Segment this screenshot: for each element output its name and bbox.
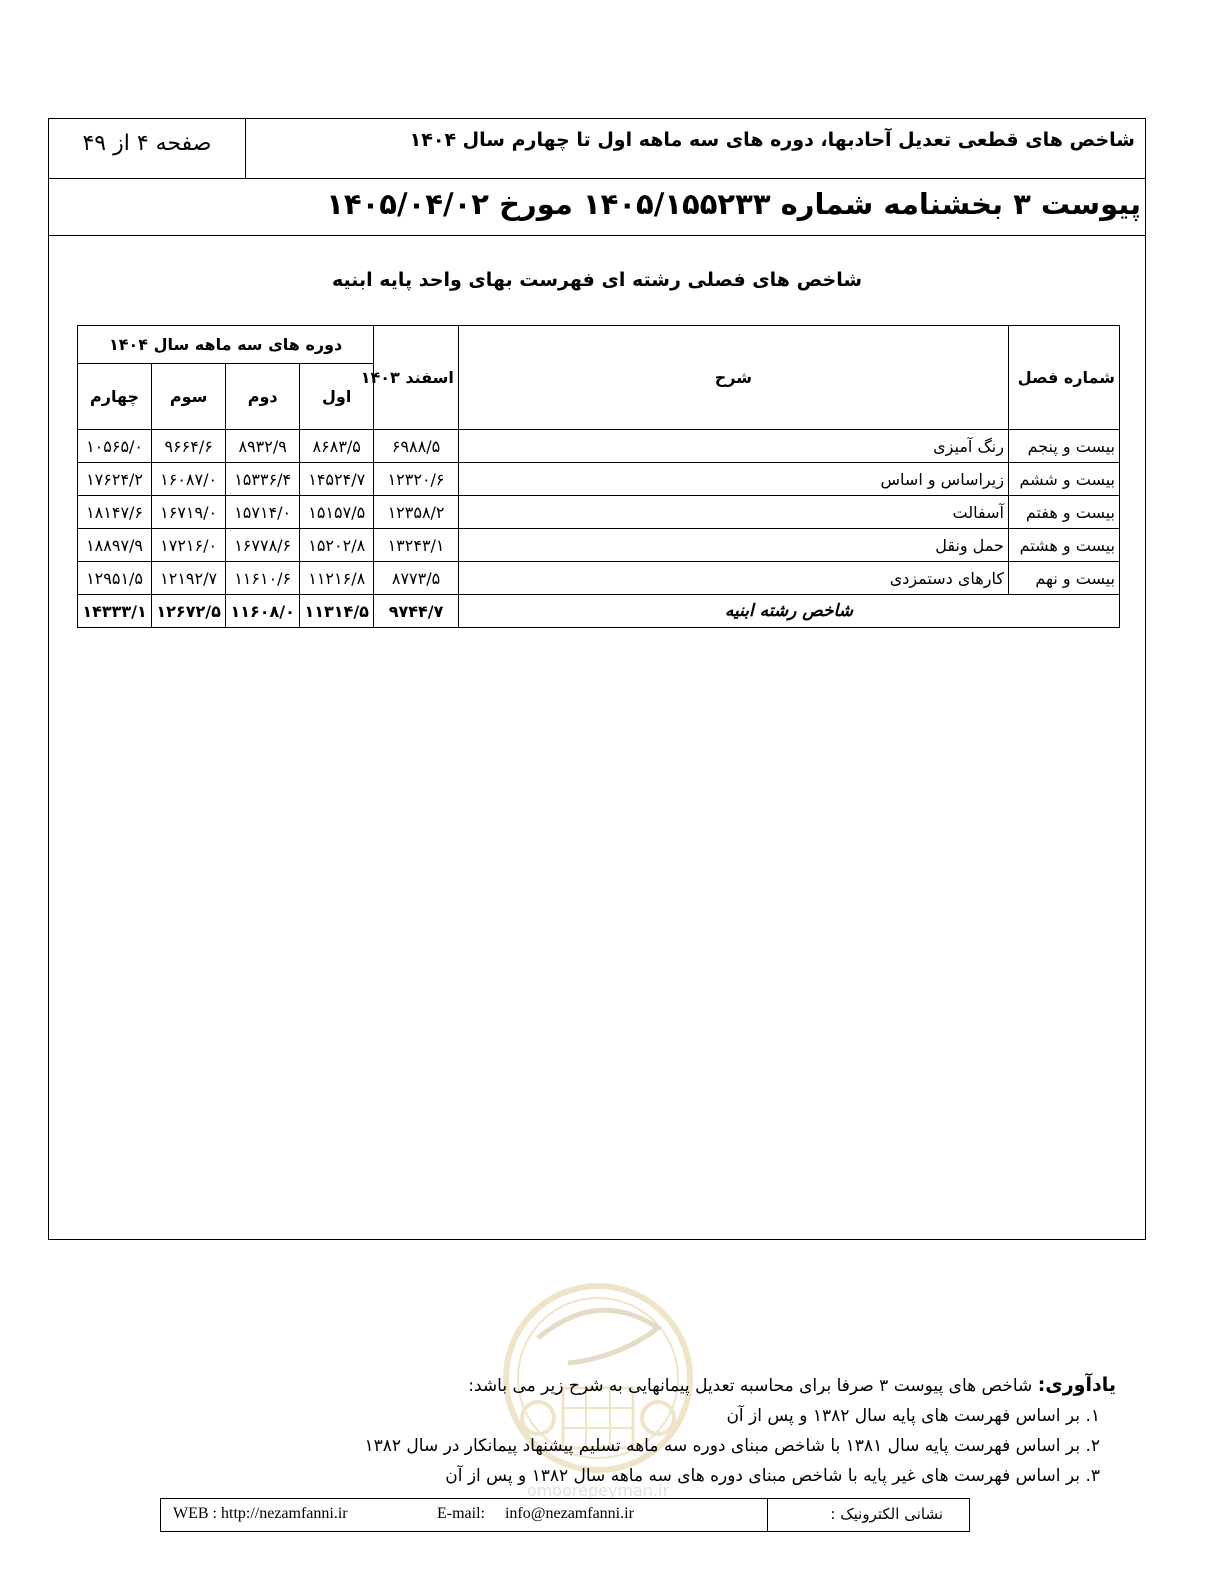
notes-intro-line (365, 1370, 1117, 1401)
col-header-q1: اول (300, 364, 374, 430)
appendix-row (49, 179, 1145, 236)
col-header-description: شرح (458, 326, 1008, 430)
watermark-caption: omoorepeyman.ir (526, 1481, 670, 1500)
notes-intro: شاخص های پیوست ۳ صرفا برای محاسبه تعدیل پیمانهایی به شرح زیر می باشد: (468, 1376, 1038, 1396)
cell-chapter: بیست و هشتم (1008, 529, 1119, 562)
index-table (77, 325, 1120, 628)
footer-address-label: نشانی الکترونیک : (830, 1505, 943, 1523)
appendix-title: پیوست ۳ بخشنامه شماره ۱۴۰۵/۱۵۵۲۳۳ مورخ ۱۴۰۵/۰۴/۰۲ (326, 187, 1141, 221)
cell-q3: ۱۲۱۹۲/۷ (152, 562, 226, 595)
section-title: شاخص های فصلی رشته ای فهرست بهای واحد پایه ابنیه (331, 269, 863, 291)
total-q1: ۱۱۳۱۴/۵ (300, 595, 374, 628)
header-row (49, 119, 1145, 179)
note-item: ۲. بر اساس فهرست پایه سال ۱۳۸۱ با شاخص مبنای دوره سه ماهه تسلیم پیشنهاد پیمانکار در سال ۱۳۸۲ (364, 1436, 1100, 1456)
cell-q1: ۱۵۱۵۷/۵ (300, 496, 374, 529)
cell-q4: ۱۸۱۴۷/۶ (78, 496, 152, 529)
cell-q4: ۱۲۹۵۱/۵ (78, 562, 152, 595)
cell-q2: ۱۱۶۱۰/۶ (226, 562, 300, 595)
cell-esfand: ۱۲۳۲۰/۶ (374, 463, 459, 496)
note-item: ۳. بر اساس فهرست های غیر پایه با شاخص مبنای دوره های سه ماهه سال ۱۳۸۲ و پس از آن (445, 1466, 1100, 1486)
cell-description: حمل ونقل (458, 529, 1008, 562)
cell-q4: ۱۰۵۶۵/۰ (78, 430, 152, 463)
cell-chapter: بیست و هفتم (1008, 496, 1119, 529)
table-row (78, 529, 1120, 562)
footer-web: WEB : http://nezamfanni.ir (173, 1505, 348, 1522)
cell-q1: ۱۵۲۰۲/۸ (300, 529, 374, 562)
cell-description: آسفالت (458, 496, 1008, 529)
total-q4: ۱۴۳۳۳/۱ (78, 595, 152, 628)
cell-chapter: بیست و ششم (1008, 463, 1119, 496)
cell-q2: ۸۹۳۲/۹ (226, 430, 300, 463)
cell-q2: ۱۵۷۱۴/۰ (226, 496, 300, 529)
cell-esfand: ۶۹۸۸/۵ (374, 430, 459, 463)
footer-divider (767, 1499, 768, 1531)
total-q3: ۱۲۶۷۲/۵ (152, 595, 226, 628)
col-header-q3: سوم (152, 364, 226, 430)
cell-q3: ۱۶۰۸۷/۰ (152, 463, 226, 496)
cell-q1: ۱۴۵۲۴/۷ (300, 463, 374, 496)
document-title: شاخص های قطعی تعدیل آحادبها، دوره های سه ماهه اول تا چهارم سال ۱۴۰۴ (409, 129, 1135, 151)
col-header-esfand: اسفند ۱۴۰۳ (374, 326, 459, 430)
cell-q3: ۱۷۲۱۶/۰ (152, 529, 226, 562)
cell-q2: ۱۵۳۳۶/۴ (226, 463, 300, 496)
col-header-quarters: دوره های سه ماهه سال ۱۴۰۴ (78, 326, 374, 364)
notes-block (365, 1370, 1117, 1491)
cell-description: زیراساس و اساس (458, 463, 1008, 496)
col-header-q2: دوم (226, 364, 300, 430)
cell-esfand: ۱۲۳۵۸/۲ (374, 496, 459, 529)
cell-description: رنگ آمیزی (458, 430, 1008, 463)
cell-chapter: بیست و پنجم (1008, 430, 1119, 463)
cell-q3: ۹۶۶۴/۶ (152, 430, 226, 463)
total-row (78, 595, 1120, 628)
table-row (78, 430, 1120, 463)
page-number: صفحه ۴ از ۴۹ (82, 131, 212, 156)
cell-q1: ۱۱۲۱۶/۸ (300, 562, 374, 595)
col-header-q4: چهارم (78, 364, 152, 430)
cell-q2: ۱۶۷۷۸/۶ (226, 529, 300, 562)
notes-label: یادآوری: (1037, 1374, 1116, 1396)
total-q2: ۱۱۶۰۸/۰ (226, 595, 300, 628)
cell-q1: ۸۶۸۳/۵ (300, 430, 374, 463)
table-row (78, 496, 1120, 529)
col-header-chapter: شماره فصل (1008, 326, 1119, 430)
cell-q3: ۱۶۷۱۹/۰ (152, 496, 226, 529)
total-description: شاخص رشته ابنیه (458, 595, 1119, 628)
footer-contact (160, 1498, 970, 1532)
header-divider (245, 119, 246, 178)
cell-description: کارهای دستمزدی (458, 562, 1008, 595)
cell-esfand: ۸۷۷۳/۵ (374, 562, 459, 595)
note-item: ۱. بر اساس فهرست های پایه سال ۱۳۸۲ و پس از آن (726, 1406, 1100, 1426)
table-row (78, 562, 1120, 595)
cell-q4: ۱۷۶۲۴/۲ (78, 463, 152, 496)
total-esfand: ۹۷۴۴/۷ (374, 595, 459, 628)
page-frame (48, 118, 1146, 1240)
table-row (78, 463, 1120, 496)
cell-esfand: ۱۳۲۴۳/۱ (374, 529, 459, 562)
cell-chapter: بیست و نهم (1008, 562, 1119, 595)
cell-q4: ۱۸۸۹۷/۹ (78, 529, 152, 562)
footer-email: E-mail: info@nezamfanni.ir (437, 1505, 634, 1522)
